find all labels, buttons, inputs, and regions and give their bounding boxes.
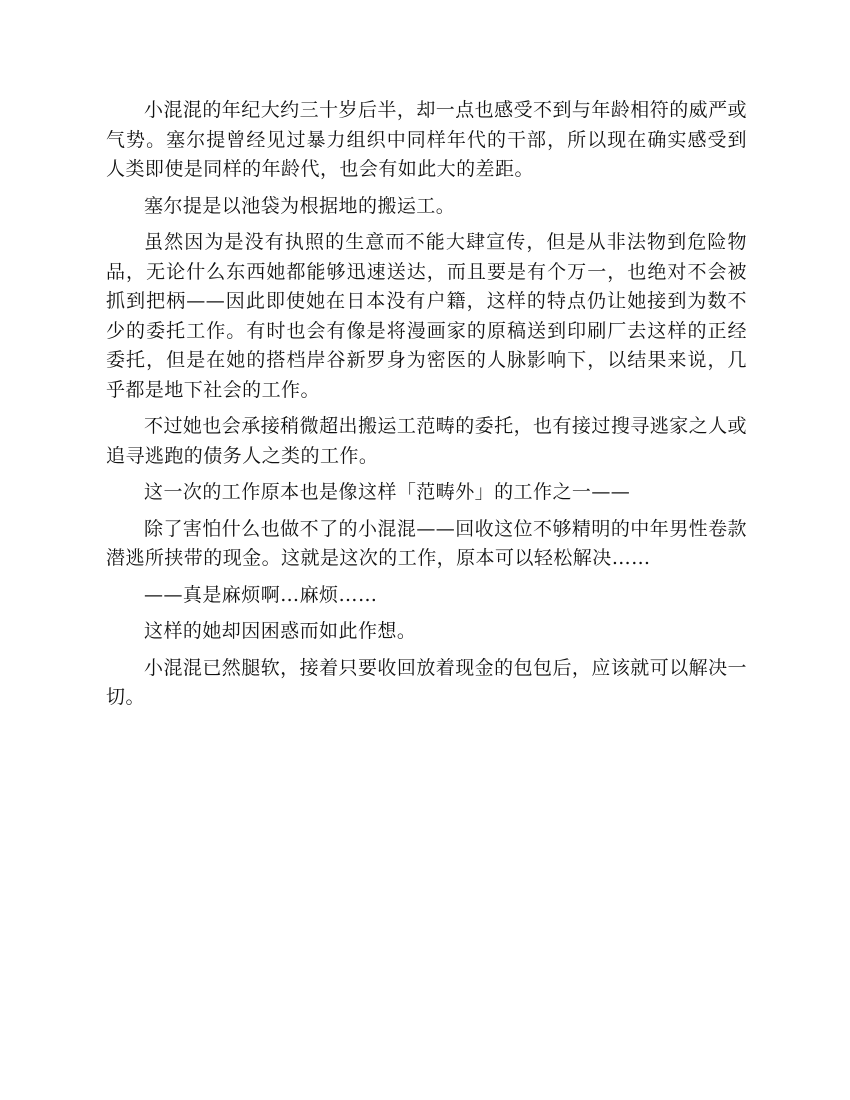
paragraph-7: ——真是麻烦啊…麻烦……: [144, 583, 378, 606]
paragraph-6: 除了害怕什么也做不了的小混混——回收这位不够精明的中年男性卷款潜逃所挟带的现金。这就是这次的工作，原本可以轻松解决……: [106, 517, 747, 569]
paragraph-5: 这一次的工作原本也是像这样「范畴外」的工作之一——: [144, 481, 631, 503]
paragraph-9: 小混混已然腿软，接着只要收回放着现金的包包后，应该就可以解决一切。: [106, 656, 747, 708]
paragraph-4: 不过她也会承接稍微超出搬运工范畴的委托，也有接过搜寻逃家之人或追寻逃跑的债务人之类的工作。: [106, 415, 747, 467]
paragraph-1: 小混混的年纪大约三十岁后半，却一点也感受不到与年龄相符的威严或气势。塞尔提曾经见过暴力组织中同样年代的干部，所以现在确实感受到人类即使是同样的年龄代，也会有如此大的差距。: [106, 99, 747, 180]
paragraph-3: 虽然因为是没有执照的生意而不能大肆宣传，但是从非法物到危险物品，无论什么东西她都能够迅速送达，而且要是有个万一，也绝对不会被抓到把柄——因此即使她在日本没有户籍，这样的特点仍让她接到为数不少的委托工作。有时也会有像是将漫画家的原稿送到印刷厂去这样的正经委托，但是在她的搭档岸谷新罗身为密医的人脉影响下，以结果来说，几乎都是地下社会的工作。: [106, 231, 747, 401]
paragraph-2: 塞尔提是以池袋为根据地的搬运工。: [144, 194, 456, 217]
document-body: [106, 96, 747, 720]
paragraph-8: 这样的她却因困惑而如此作想。: [144, 620, 417, 642]
